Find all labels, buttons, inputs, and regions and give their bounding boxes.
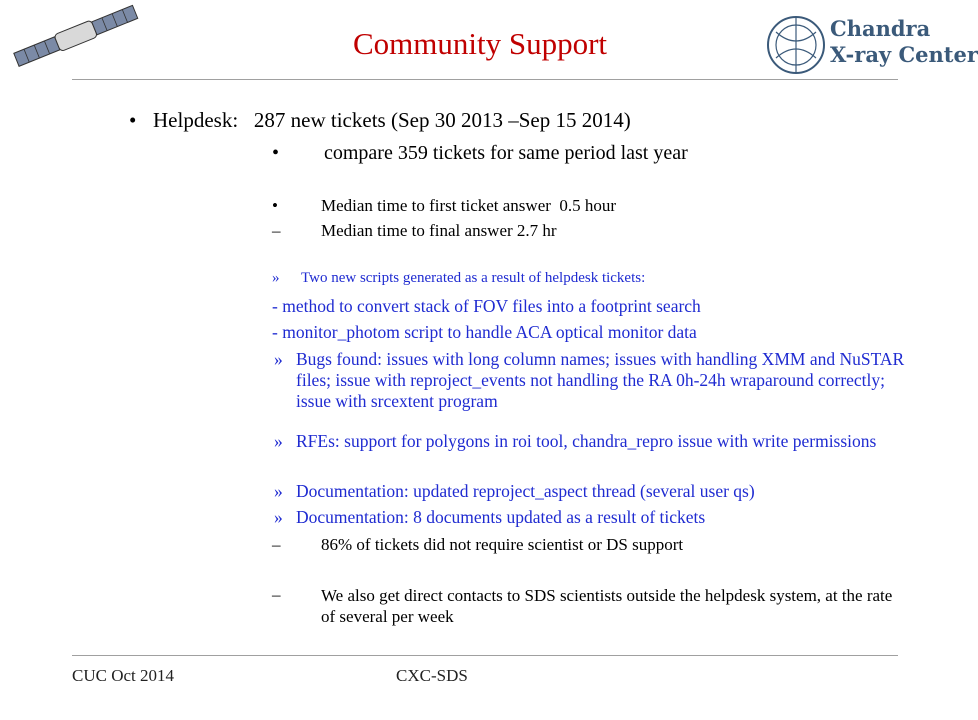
compare-text: compare 359 tickets for same period last year [324,142,688,164]
helpdesk-text: Helpdesk: 287 new tickets (Sep 30 2013 –Sep 15 2014) [153,108,631,132]
footer-left: CUC Oct 2014 [72,666,174,685]
bullet: • [129,108,137,132]
header-divider [72,79,898,80]
slide-title: Community Support [352,26,608,61]
footer-center: CXC-SDS [396,666,468,685]
bullet: » [274,431,283,451]
bullet: • [272,196,278,215]
bullet: » [274,349,283,369]
rfes-text: RFEs: support for polygons in roi tool, chandra_repro issue with write permissions [296,431,877,451]
dash: – [272,585,281,604]
script-item-1: - method to convert stack of FOV files into a footprint search [272,296,701,316]
direct-text: We also get direct contacts to SDS scientists outside the helpdesk system, at the rate of several per week [321,586,893,626]
bullet: » [274,481,283,501]
bullet: • [272,142,280,164]
median-first-text: Median time to first ticket answer 0.5 hour [321,196,617,215]
script-item-2: - monitor_photom script to handle ACA optical monitor data [272,322,697,342]
dash: – [272,221,281,240]
logo-text-line1: Chandra [830,16,931,41]
footer-divider [72,655,898,656]
doc1-text: Documentation: updated reproject_aspect thread (several user qs) [296,481,755,501]
bugs-text: Bugs found: issues with long column names; issues with handling XMM and NuSTAR files; issue with reproject_events not handling the RA 0h-24h wraparound correctly; issue with srcextent program [296,349,905,411]
pct-text: 86% of tickets did not require scientist or DS support [321,535,684,554]
bullet: » [272,270,280,286]
dash: – [272,535,281,554]
scripts-header-text: Two new scripts generated as a result of helpdesk tickets: [301,270,646,286]
bullet: » [274,507,283,527]
median-final-text: Median time to final answer 2.7 hr [321,221,557,240]
logo-text-line2: X-ray Center [830,42,978,67]
doc2-text: Documentation: 8 documents updated as a result of tickets [296,507,706,527]
